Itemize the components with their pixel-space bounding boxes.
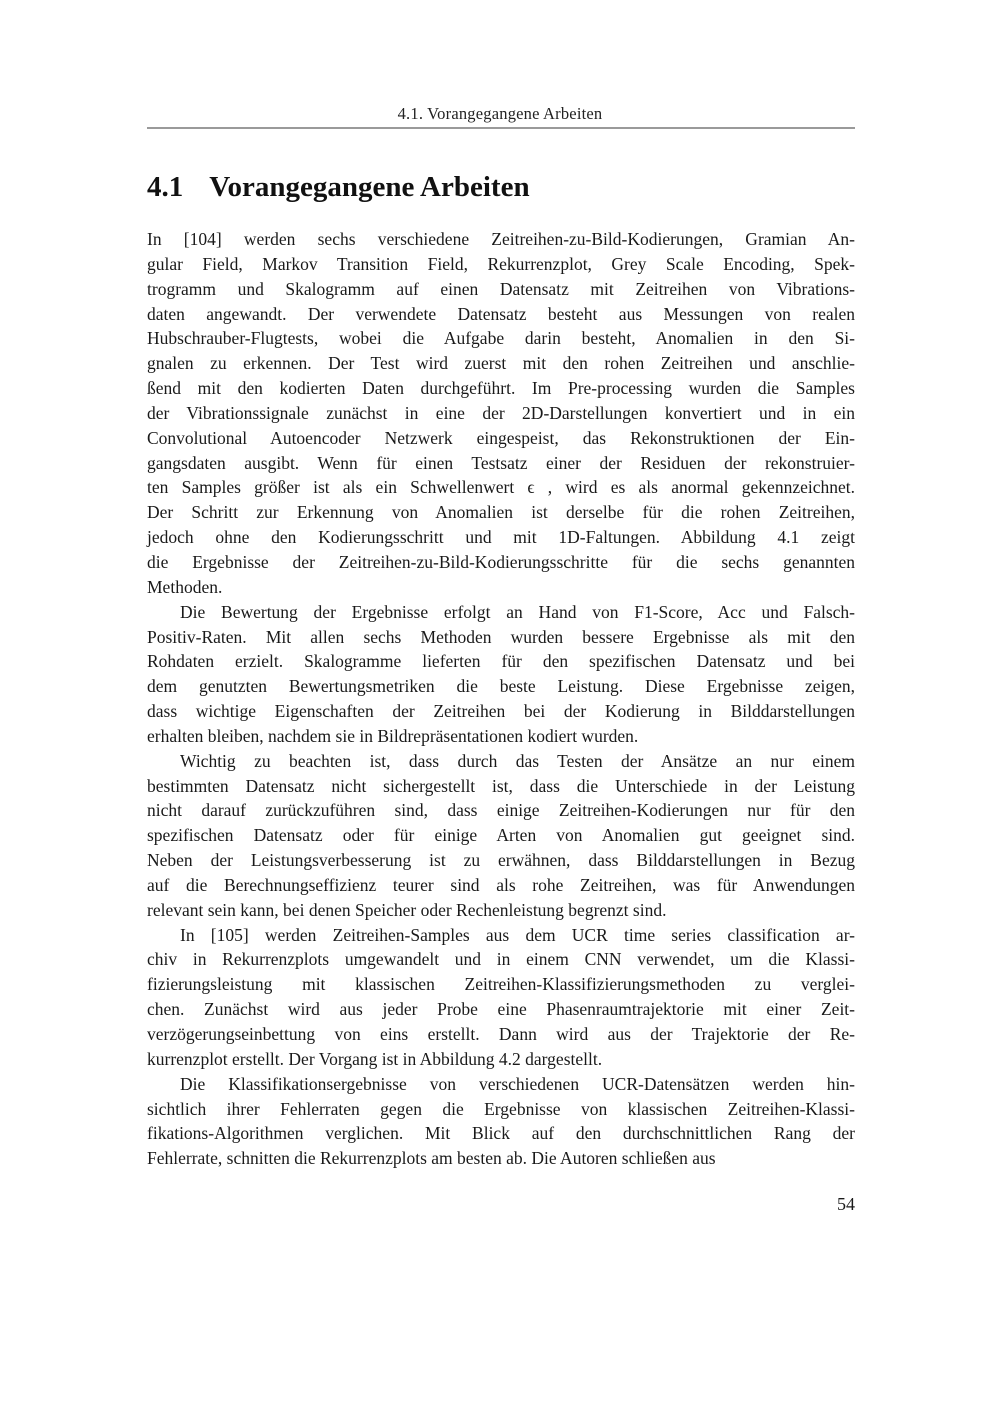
- text-line: spezifischen Datensatz oder für einige Arten von Anomalien gut geeignet sind.: [147, 825, 855, 846]
- text-line: bestimmten Datensatz nicht sichergestellt ist, dass die Unterschiede in der Leistung: [147, 775, 855, 796]
- text-line: nicht darauf zurückzuführen sind, dass einige Zeitreihen-Kodierungen nur für den: [147, 800, 855, 821]
- header-rule: [147, 127, 855, 129]
- text-line: Die Bewertung der Ergebnisse erfolgt an Hand von F1-Score, Acc und Falsch-: [180, 601, 855, 622]
- text-line: In [105] werden Zeitreihen-Samples aus dem UCR time series classification ar-: [180, 924, 855, 945]
- text-line: auf die Berechnungseffizienz teurer sind als rohe Zeitreihen, was für Anwendungen: [147, 874, 855, 895]
- text-line: dass wichtige Eigenschaften der Zeitreihen bei der Kodierung in Bilddarstellungen: [147, 701, 855, 722]
- section-title: Vorangegangene Arbeiten: [209, 171, 530, 203]
- section-number: 4.1: [147, 171, 184, 203]
- text-line: In [104] werden sechs verschiedene Zeitreihen-zu-Bild-Kodierungen, Gramian An-: [147, 229, 855, 249]
- text-line: erhalten bleiben, nachdem sie in Bildrepräsentationen kodiert wurden.: [147, 725, 639, 746]
- text-line: daten angewandt. Der verwendete Datensatz besteht aus Messungen von realen: [147, 303, 855, 324]
- text-line: gnalen zu erkennen. Der Test wird zuerst mit den rohen Zeitreihen und anschlie-: [147, 353, 855, 374]
- body-text: [147, 227, 855, 1171]
- text-line: Positiv-Raten. Mit allen sechs Methoden wurden bessere Ergebnisse als mit den: [147, 626, 855, 647]
- text-line: Die Klassifikationsergebnisse von verschiedenen UCR-Datensätzen werden hin-: [180, 1073, 855, 1094]
- text-line: ten Samples größer ist als ein Schwellenwert ϵ , wird es als anormal gekennzeichnet.: [147, 477, 855, 498]
- running-head: 4.1. Vorangegangene Arbeiten: [397, 104, 603, 123]
- text-line: Convolutional Autoencoder Netzwerk eingespeist, das Rekonstruktionen der Ein-: [147, 427, 855, 448]
- section-heading: [147, 171, 855, 204]
- text-line: fizierungsleistung mit klassischen Zeitreihen-Klassifizierungsmethoden zu verglei-: [147, 974, 855, 995]
- text-line: Rohdaten erzielt. Skalogramme lieferten für den spezifischen Datensatz und bei: [147, 651, 855, 672]
- text-line: Methoden.: [147, 576, 223, 597]
- text-line: fikations-Algorithmen verglichen. Mit Blick auf den durchschnittlichen Rang der: [147, 1123, 855, 1144]
- text-line: trogramm und Skalogramm auf einen Datensatz mit Zeitreihen von Vibrations-: [147, 278, 855, 299]
- text-line: gular Field, Markov Transition Field, Rekurrenzplot, Grey Scale Encoding, Spek-: [147, 253, 855, 274]
- text-line: sichtlich ihrer Fehlerraten gegen die Ergebnisse von klassischen Zeitreihen-Klassi-: [147, 1098, 855, 1119]
- text-line: Der Schritt zur Erkennung von Anomalien ist derselbe für die rohen Zeitreihen,: [147, 502, 855, 523]
- text-line: kurrenzplot erstellt. Der Vorgang ist in Abbildung 4.2 dargestellt.: [147, 1048, 603, 1069]
- page-number: 54: [837, 1194, 855, 1214]
- text-line: Fehlerrate, schnitten die Rekurrenzplots am besten ab. Die Autoren schließen aus: [147, 1148, 716, 1169]
- text-line: jedoch ohne den Kodierungsschritt und mit 1D-Faltungen. Abbildung 4.1 zeigt: [147, 527, 855, 548]
- text-line: ßend mit den kodierten Daten durchgeführt. Im Pre-processing wurden die Samples: [147, 378, 855, 399]
- text-line: Neben der Leistungsverbesserung ist zu erwähnen, dass Bilddarstellungen in Bezug: [147, 850, 855, 871]
- text-line: Wichtig zu beachten ist, dass durch das Testen der Ansätze an nur einem: [180, 750, 855, 771]
- text-line: relevant sein kann, bei denen Speicher oder Rechenleistung begrenzt sind.: [147, 899, 667, 920]
- text-line: Hubschrauber-Flugtests, wobei die Aufgabe darin besteht, Anomalien in den Si-: [147, 328, 855, 349]
- text-line: die Ergebnisse der Zeitreihen-zu-Bild-Kodierungsschritte für die sechs genannten: [147, 551, 855, 572]
- text-line: chen. Zunächst wird aus jeder Probe eine Phasenraumtrajektorie mit einer Zeit-: [147, 999, 855, 1020]
- text-line: der Vibrationssignale zunächst in eine der 2D-Darstellungen konvertiert und in ein: [147, 402, 855, 423]
- text-line: verzögerungseinbettung von eins erstellt. Dann wird aus der Trajektorie der Re-: [147, 1024, 855, 1044]
- text-line: chiv in Rekurrenzplots umgewandelt und in einem CNN verwendet, um die Klassi-: [147, 949, 855, 970]
- text-line: gangsdaten ausgibt. Wenn für einen Testsatz einer der Residuen der rekonstruier-: [147, 452, 855, 473]
- text-line: dem genutzten Bewertungsmetriken die beste Leistung. Diese Ergebnisse zeigen,: [147, 676, 855, 697]
